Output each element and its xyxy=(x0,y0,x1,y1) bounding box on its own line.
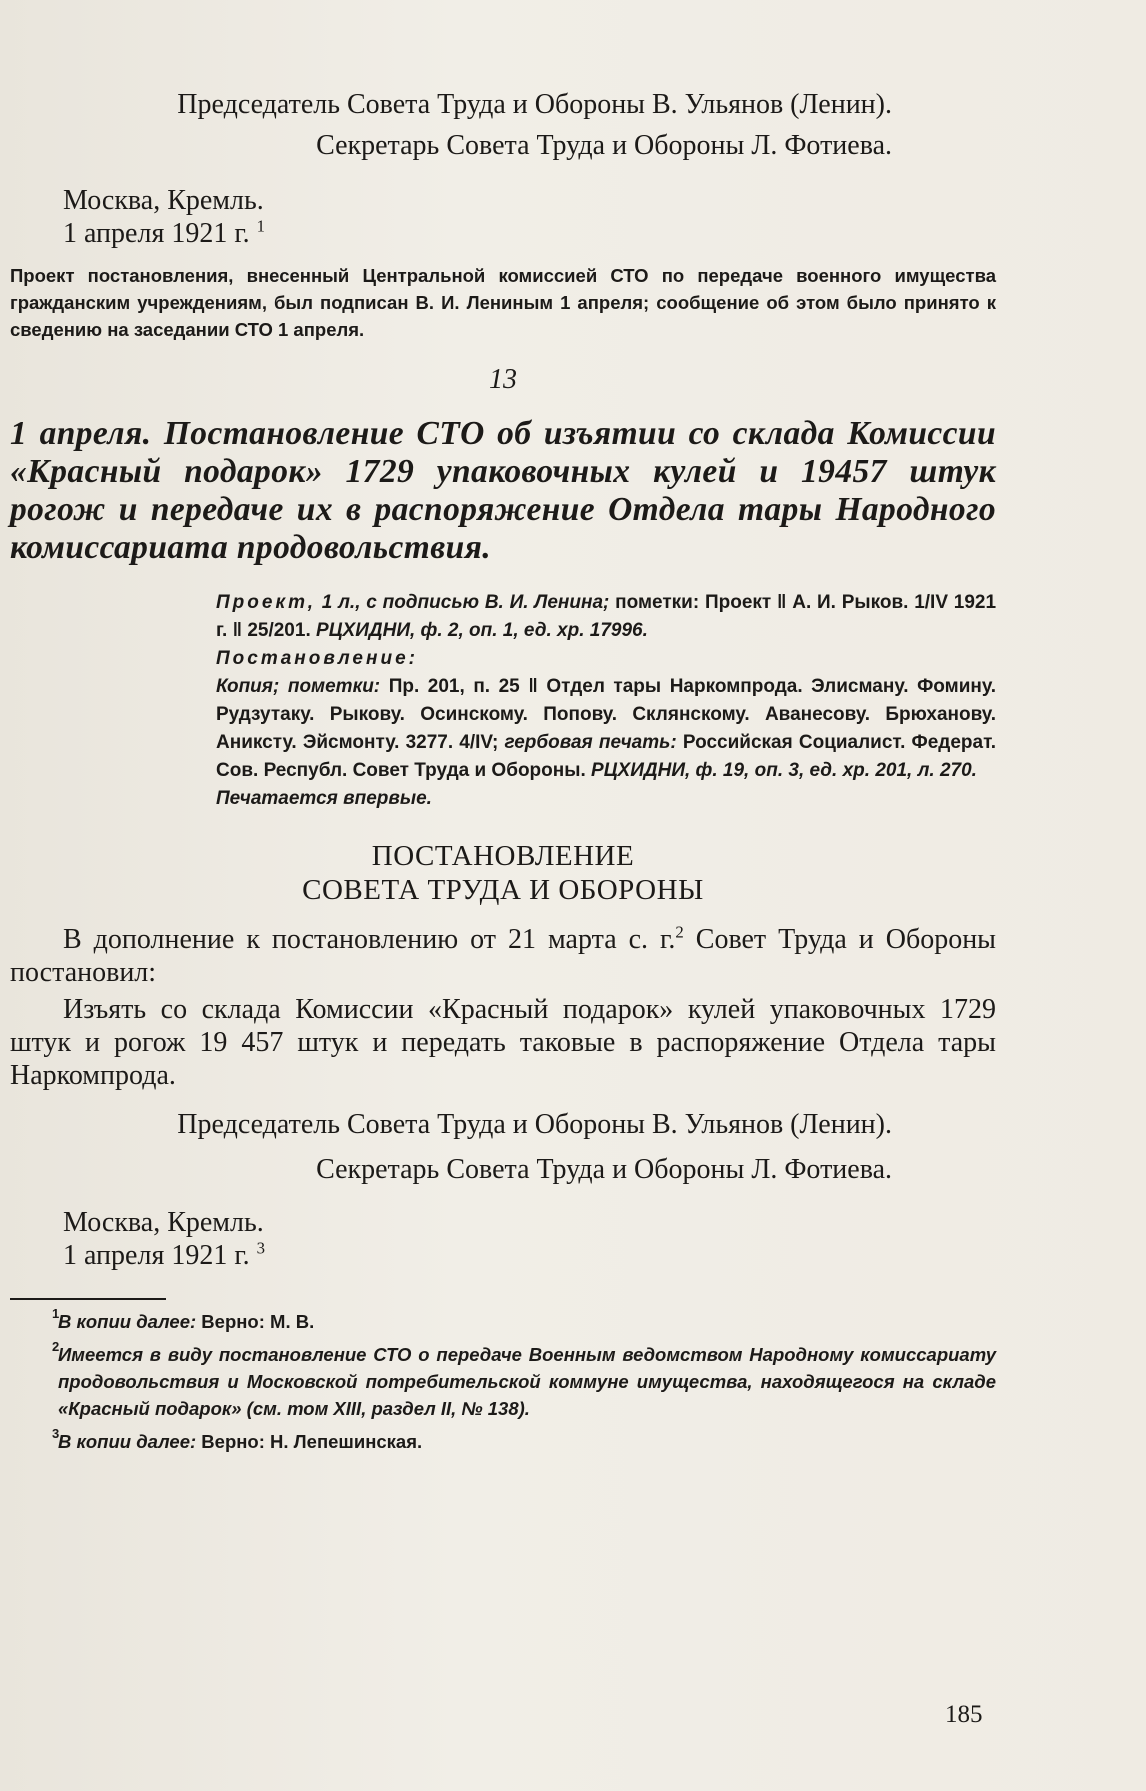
project-label: Проект, xyxy=(216,592,316,613)
document-number: 13 xyxy=(489,364,517,395)
footnote-ref-1: 1 xyxy=(256,216,266,236)
resolution-paragraph-2: Изъять со склада Комиссии «Красный подарок» кулей упаковочных 1729 штук и рогож 19 457 штук и передать таковые в распоряжение Отдела тары Наркомпрода. xyxy=(10,994,996,1091)
top-chairman-signature: Председатель Совета Труда и Обороны В. Ульянов (Ленин). xyxy=(177,89,892,120)
footnote-3: 3 В копии далее: Верно: Н. Лепешинская. xyxy=(52,1426,423,1452)
footnote-1: 1 В копии далее: Верно: М. В. xyxy=(52,1306,315,1332)
top-date: 1 апреля 1921 г. $^1$ xyxy=(63,216,266,249)
secretary-signature: Секретарь Совета Труда и Обороны Л. Фотиева. xyxy=(316,1154,892,1185)
project-archive-ref: РЦХИДНИ, ф. 2, оп. 1, ед. хр. 17996. xyxy=(316,620,648,641)
resolution-title-line-1: ПОСТАНОВЛЕНИЕ xyxy=(371,840,635,872)
page-content xyxy=(10,88,996,1455)
resolution-paragraph-1: В дополнение к постановлению от 21 марта с. г.$^2$ Совет Труда и Обороны постановил: xyxy=(10,922,996,988)
footnote-divider xyxy=(10,1298,166,1300)
document-heading: 1 апреля. Постановление СТО об изъятии со склада Комиссии «Красный подарок» 1729 упаковочных кулей и 19457 штук рогож и передаче их в распоряжение Отдела тары Народного комиссариата продовольствия. xyxy=(10,415,996,566)
first-print-note: Печатается впервые. xyxy=(216,788,432,809)
footnote-2: 2 Имеется в виду постановление СТО о передаче Военным ведомством Народному комиссариату продовольствия и Московской потребительской коммуне имущества, находящегося на складе «Красный подарок» (см. том XIII, раздел II, № 138). xyxy=(52,1339,996,1419)
preface-note: Проект постановления, внесенный Центральной комиссией СТО по передаче военного имущества гражданским учреждениям, был подписан В. И. Лениным 1 апреля; сообщение об этом было принято к сведению на заседании СТО 1 апреля. xyxy=(10,265,996,340)
copy-archive-ref: РЦХИДНИ, ф. 19, оп. 3, ед. хр. 201, л. 270. xyxy=(591,760,977,781)
place: Москва, Кремль. xyxy=(63,1207,264,1238)
top-place: Москва, Кремль. xyxy=(63,185,264,216)
footnotes xyxy=(10,1308,996,1455)
page-number: 185 xyxy=(945,1701,983,1728)
footnote-ref-2: 2 xyxy=(675,922,684,942)
archive-notes xyxy=(10,589,996,813)
footnote-ref-3: 3 xyxy=(256,1238,266,1258)
resolution-title-line-2: СОВЕТА ТРУДА И ОБОРОНЫ xyxy=(302,874,704,906)
archive-resolution-label: Постановление: xyxy=(216,648,418,669)
archive-project: Проект, 1 л., с подписью В. И. Ленина; пометки: Проект ‖ А. И. Рыков. 1/IV 1921 г. ‖ 25/201. РЦХИДНИ, ф. 2, оп. 1, ед. хр. 17996. xyxy=(216,592,997,641)
date: 1 апреля 1921 г. $^3$ xyxy=(63,1238,266,1271)
top-secretary-signature: Секретарь Совета Труда и Обороны Л. Фотиева. xyxy=(316,130,892,161)
archive-copy: Копия; пометки: Пр. 201, п. 25 ‖ Отдел тары Наркомпрода. Элисману. Фомину. Рудзутаку. Рыкову. Осинскому. Попову. Склянскому. Аванесову. Брюханову. Аниксту. Эйсмонту. 3277. 4/IV; гербовая печать: Российская Социалист. Федерат. Сов. Республ. Совет Труда и Обороны. РЦХИДНИ, ф. 19, оп. 3, ед. хр. 201, л. 270. xyxy=(216,676,997,781)
chairman-signature: Председатель Совета Труда и Обороны В. Ульянов (Ленин). xyxy=(177,1109,892,1140)
